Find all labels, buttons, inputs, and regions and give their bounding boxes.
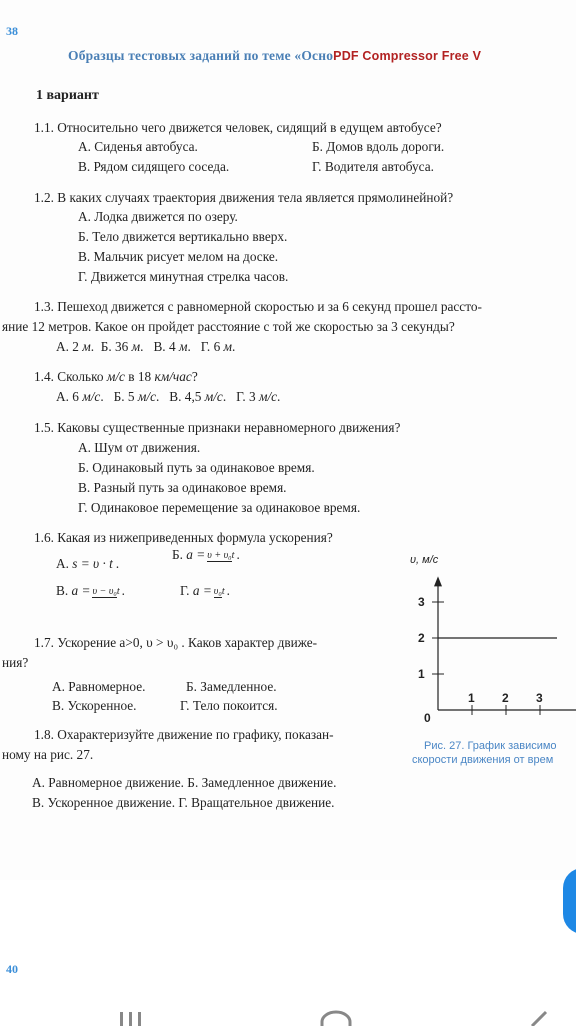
android-nav-bar	[0, 1000, 576, 1026]
q5-option-c: В. Разный путь за одинаковое время.	[78, 480, 287, 495]
q8-options-ab: А. Равномерное движение. Б. Замедленное движение.	[32, 775, 337, 790]
q6-option-b-denominator: t	[231, 550, 235, 562]
q3-option-b: Б. 36	[100, 339, 129, 354]
q6-option-b: Б. a = υ + υ₀t .	[172, 547, 240, 562]
q1-option-b: Б. Домов вдоль дороги.	[312, 139, 445, 154]
chart-y-tick-label: 1	[418, 667, 425, 681]
velocity-time-chart	[400, 528, 576, 774]
q7-option-a: А. Равномерное.	[52, 679, 146, 694]
floating-action-button[interactable]	[563, 868, 576, 934]
question-1-3-line2: яние 12 метров. Какое он пройдет расстояние с той же скоростью за 3 секунды?	[2, 319, 455, 334]
q6-option-c-numerator: υ − υ₀	[92, 586, 117, 598]
q1-option-c: В. Рядом сидящего соседа.	[78, 159, 230, 174]
q3-option-c-unit: м	[178, 339, 188, 354]
q4-option-b-unit: м/с	[137, 389, 156, 404]
chart-caption-line2: скорости движения от врем	[412, 754, 554, 766]
q4-option-d: Г. 3	[236, 389, 259, 404]
question-1-3-line1: 1.3. Пешеход движется с равномерной скоростью и за 6 секунд прошел рассто-	[34, 299, 482, 314]
q8-options-cd: В. Ускоренное движение. Г. Вращательное движение.	[32, 795, 335, 810]
q2-option-d: Г. Движется минутная стрелка часов.	[78, 269, 289, 284]
page-number-bottom: 40	[6, 962, 18, 976]
q2-option-c: В. Мальчик рисует мелом на доске.	[78, 249, 279, 264]
variant-title: 1 вариант	[36, 88, 99, 103]
q3-option-c: В. 4	[153, 339, 176, 354]
question-1-4	[34, 369, 198, 385]
q4-pre: 1.4. Сколько	[34, 369, 107, 384]
q4-mid: в 18	[124, 369, 155, 384]
q2-option-a: А. Лодка движется по озеру.	[78, 209, 238, 224]
q3-option-a-unit: м	[82, 339, 91, 354]
question-1-8-line1: 1.8. Охарактеризуйте движение по графику, показан-	[34, 727, 334, 742]
q3-option-a: А. 2	[56, 339, 79, 354]
q4-unit1: м/с	[106, 369, 125, 384]
q6-option-a-letter: А.	[56, 556, 69, 571]
q6-option-b-numerator: υ + υ₀	[207, 550, 232, 562]
header-title: Образцы тестовых заданий по теме «Осно	[68, 48, 334, 63]
question-1-5: 1.5. Каковы существенные признаки неравномерного движения?	[34, 420, 401, 435]
q6-option-d-denominator: t	[221, 586, 225, 598]
q7-option-d: Г. Тело покоится.	[180, 698, 278, 713]
q7-option-b: Б. Замедленное.	[186, 679, 277, 694]
question-1-8-line2: ному на рис. 27.	[2, 747, 94, 762]
recent-apps-icon[interactable]	[120, 1012, 141, 1026]
q5-option-a: А. Шум от движения.	[78, 440, 201, 455]
q4-option-a-unit: м/с	[82, 389, 101, 404]
q4-unit2: км/час	[154, 369, 192, 384]
q3-option-b-unit: м	[131, 339, 141, 354]
chart-x-tick-label: 3	[536, 691, 543, 705]
q6-option-a-formula: s = υ · t .	[72, 556, 120, 571]
back-icon[interactable]	[532, 1012, 546, 1026]
chart-y-tick-label: 2	[418, 631, 425, 645]
page-header	[68, 48, 481, 64]
q4-options: А. 6 м/с. Б. 5 м/с. В. 4,5 м/с. Г. 3 м/с.	[56, 389, 281, 404]
q6-option-d-numerator: υ₀	[213, 586, 222, 598]
q6-option-d-letter: Г.	[180, 583, 190, 598]
chart-x-tick-label: 1	[468, 691, 475, 705]
q2-option-b: Б. Тело движется вертикально вверх.	[78, 229, 288, 244]
question-1-2: 1.2. В каких случаях траектория движения тела является прямолинейной?	[34, 190, 454, 205]
q4-option-c: В. 4,5	[169, 389, 205, 404]
q6-option-a	[56, 556, 119, 572]
page-number-top: 38	[6, 24, 18, 38]
q4-option-a: А. 6	[56, 389, 83, 404]
q5-option-b: Б. Одинаковый путь за одинаковое время.	[78, 460, 315, 475]
q3-options: А. 2 м. Б. 36 м. В. 4 м. Г. 6 м.	[56, 339, 236, 354]
q6-option-c-lhs: a =	[71, 583, 91, 598]
question-1-1: 1.1. Относительно чего движется человек, сидящий в едущем автобусе?	[34, 120, 442, 135]
q6-option-d-lhs: a =	[192, 583, 212, 598]
q5-option-d: Г. Одинаковое перемещение за одинаковое время.	[78, 500, 361, 515]
q3-option-d-unit: м	[223, 339, 233, 354]
q6-option-c: В. a = υ − υ₀t .	[56, 583, 125, 598]
home-icon[interactable]	[322, 1012, 350, 1026]
q6-option-b-lhs: a =	[186, 547, 206, 562]
q6-option-c-denominator: t	[116, 586, 120, 598]
q1-option-d: Г. Водителя автобуса.	[312, 159, 434, 174]
q3-option-d: Г. 6	[200, 339, 221, 354]
q4-option-d-unit: м/с	[258, 389, 278, 404]
chart-x-tick-label: 0	[424, 711, 431, 725]
q6-option-c-letter: В.	[56, 583, 69, 598]
chart-x-tick-label: 2	[502, 691, 509, 705]
question-1-6: 1.6. Какая из нижеприведенных формула ускорения?	[34, 530, 333, 545]
question-1-7-line2: ния?	[2, 655, 29, 670]
chart-caption-line1: Рис. 27. График зависимо	[424, 740, 557, 752]
q4-option-b: Б. 5	[113, 389, 138, 404]
question-1-7-line1: 1.7. Ускорение a>0, υ > υ₀ . Каков характер движе-	[34, 635, 318, 650]
watermark-text: PDF Compressor Free V	[333, 49, 482, 63]
chart-y-axis-arrow	[434, 576, 442, 586]
chart-ylabel: υ, м/с	[410, 554, 439, 566]
q6-option-d: Г. a = υ₀t .	[180, 583, 230, 598]
q4-option-c-unit: м/с	[204, 389, 223, 404]
q7-option-c: В. Ускоренное.	[52, 698, 137, 713]
chart-y-tick-label: 3	[418, 595, 425, 609]
q4-post: ?	[191, 369, 198, 384]
q6-option-b-letter: Б.	[172, 547, 183, 562]
q1-option-a: А. Сиденья автобуса.	[78, 139, 198, 154]
